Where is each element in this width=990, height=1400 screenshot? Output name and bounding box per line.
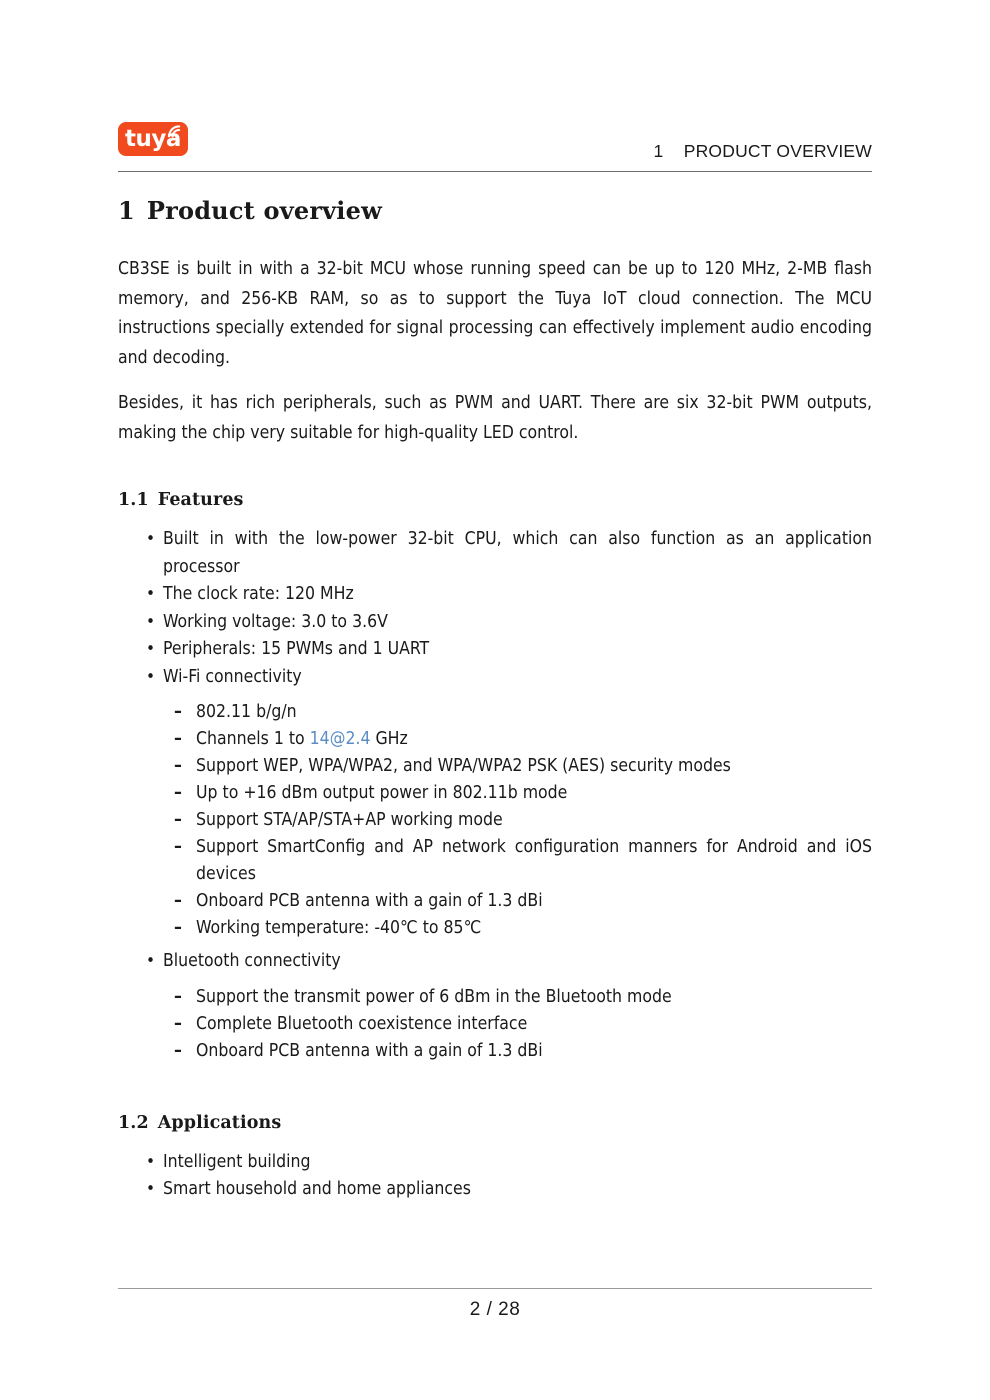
intro-paragraph-1: CB3SE is built in with a 32-bit MCU whose running speed can be up to 120 MHz, 2-MB flash memory, and 256-KB RAM, so as to support the Tuya IoT cloud connection. The MCU instructions specially extended for signal processing can effectively implement audio encoding and decoding. bbox=[118, 259, 872, 368]
list-item bbox=[118, 609, 872, 637]
page-title bbox=[118, 196, 872, 225]
dash-marker-icon: – bbox=[174, 702, 182, 722]
sublist-item-channels bbox=[163, 726, 872, 753]
bullet-marker-icon: • bbox=[146, 1179, 156, 1199]
page-header bbox=[118, 120, 872, 172]
list-item-bluetooth-connectivity bbox=[118, 948, 872, 1065]
bullet-marker-icon: • bbox=[146, 1151, 156, 1172]
bullet-marker-icon: • bbox=[146, 611, 156, 632]
wifi-signal-arc-icon bbox=[167, 125, 182, 138]
section-title-text: Product overview bbox=[146, 196, 382, 225]
sublist-item bbox=[163, 753, 872, 780]
sublist-item-label: 802.11 b/g/n bbox=[196, 702, 297, 722]
list-item bbox=[118, 636, 872, 664]
intro-paragraph-2: Besides, it has rich peripherals, such as PWM and UART. There are six 32-bit PWM outputs, making the chip very suitable for high-quality LED control. bbox=[118, 393, 872, 443]
dash-marker-icon: – bbox=[174, 918, 182, 938]
list-item-label: Wi-Fi connectivity bbox=[163, 666, 302, 687]
sublist-item-label: Onboard PCB antenna with a gain of 1.3 dBi bbox=[196, 1040, 543, 1061]
list-item-label: Peripherals: 15 PWMs and 1 UART bbox=[163, 639, 430, 659]
list-item-label: The clock rate: 120 MHz bbox=[163, 584, 354, 604]
dash-marker-icon: – bbox=[174, 837, 182, 857]
spacer bbox=[118, 448, 872, 490]
sublist-item bbox=[163, 807, 872, 834]
list-item bbox=[118, 526, 872, 581]
list-item bbox=[118, 1176, 872, 1204]
sublist-item-label: Complete Bluetooth coexistence interface bbox=[196, 1013, 528, 1034]
sublist-item-label: Support the transmit power of 6 dBm in the Bluetooth mode bbox=[196, 986, 672, 1007]
features-heading-number: 1.1 bbox=[118, 490, 149, 510]
list-item-wifi-connectivity bbox=[118, 664, 872, 943]
bullet-marker-icon: • bbox=[146, 666, 156, 687]
features-heading-text: Features bbox=[157, 490, 244, 510]
sublist-item-label: Support WEP, WPA/WPA2, and WPA/WPA2 PSK (AES) security modes bbox=[196, 756, 731, 776]
sublist-item-label: Support SmartConfig and AP network configuration manners for Android and iOS devices bbox=[196, 837, 872, 884]
features-list bbox=[118, 526, 872, 1065]
page-number: 2 / 28 bbox=[469, 1299, 521, 1320]
sublist-item-label: Working temperature: -40℃ to 85℃ bbox=[196, 918, 482, 938]
document-content bbox=[118, 196, 872, 1204]
running-header-title: 1 PRODUCT OVERVIEW bbox=[653, 141, 872, 161]
applications-heading-number: 1.2 bbox=[118, 1112, 149, 1133]
list-item bbox=[118, 581, 872, 609]
sublist-item bbox=[163, 915, 872, 942]
tuya-logo-wordmark: tuya bbox=[125, 126, 181, 152]
wifi-sublist bbox=[163, 699, 872, 942]
section-number: 1 bbox=[118, 196, 135, 225]
dash-marker-icon: – bbox=[174, 1013, 182, 1034]
sublist-item bbox=[163, 984, 872, 1011]
dash-marker-icon: – bbox=[174, 891, 182, 911]
dash-marker-icon: – bbox=[174, 783, 182, 803]
sublist-item-label: Onboard PCB antenna with a gain of 1.3 dBi bbox=[196, 891, 543, 911]
sublist-item-label: Up to +16 dBm output power in 802.11b mode bbox=[196, 783, 568, 803]
sublist-item bbox=[163, 1038, 872, 1065]
list-item-label: Working voltage: 3.0 to 3.6V bbox=[163, 611, 388, 632]
dash-marker-icon: – bbox=[174, 729, 182, 749]
spacer bbox=[118, 1071, 872, 1113]
sublist-item bbox=[163, 834, 872, 888]
list-item-label: Intelligent building bbox=[163, 1151, 311, 1172]
channels-suffix: GHz bbox=[370, 729, 408, 749]
applications-heading-text: Applications bbox=[157, 1112, 282, 1133]
dash-marker-icon: – bbox=[174, 810, 182, 830]
sublist-item-label bbox=[196, 729, 408, 749]
bullet-marker-icon: • bbox=[146, 529, 156, 549]
sublist-item bbox=[163, 1011, 872, 1038]
bluetooth-sublist bbox=[163, 984, 872, 1065]
bullet-marker-icon: • bbox=[146, 584, 156, 604]
features-heading bbox=[118, 490, 872, 510]
dash-marker-icon: – bbox=[174, 756, 182, 776]
channels-prefix: Channels 1 to bbox=[196, 729, 310, 749]
dash-marker-icon: – bbox=[174, 986, 182, 1007]
sublist-item-label: Support STA/AP/STA+AP working mode bbox=[196, 810, 503, 830]
bullet-marker-icon: • bbox=[146, 951, 156, 971]
channels-link[interactable]: 14@2.4 bbox=[309, 729, 371, 749]
applications-heading bbox=[118, 1113, 872, 1133]
page-footer bbox=[118, 1288, 872, 1321]
sublist-item bbox=[163, 888, 872, 915]
list-item bbox=[118, 1149, 872, 1177]
bullet-marker-icon: • bbox=[146, 639, 156, 659]
list-item-label: Bluetooth connectivity bbox=[163, 951, 341, 971]
dash-marker-icon: – bbox=[174, 1040, 182, 1061]
tuya-logo bbox=[118, 122, 188, 156]
list-item-label: Smart household and home appliances bbox=[163, 1179, 471, 1199]
sublist-item bbox=[163, 780, 872, 807]
list-item-label: Built in with the low-power 32-bit CPU, which can also function as an application processor bbox=[163, 529, 872, 577]
applications-list bbox=[118, 1149, 872, 1204]
sublist-item bbox=[163, 699, 872, 726]
